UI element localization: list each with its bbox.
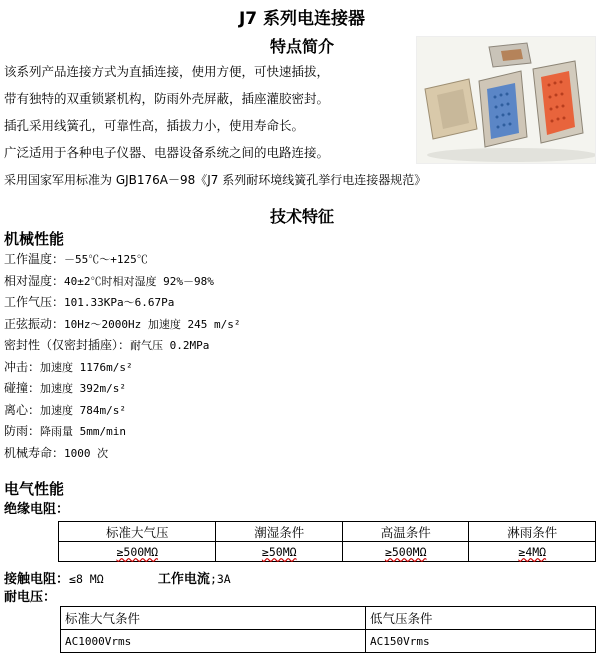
spec-row [4,336,240,358]
table-row [61,630,596,653]
intro-line: 该系列产品连接方式为直插连接，使用方便，可快速插拔， [4,64,330,79]
insulation-label: 绝缘电阻： [4,502,70,517]
table-cell: AC1000Vrms [61,630,366,653]
spec-row [4,293,240,315]
spec-value: 101.33KPa～6.67Pa [64,296,175,309]
spec-row [4,379,240,401]
page-title: J7 系列电连接器 [238,9,366,29]
spec-value: 10Hz～2000Hz 加速度 245 m/s² [64,317,241,331]
cell-value: ≥500MΩ [116,544,159,559]
spec-label: 防雨： [4,424,41,438]
mechanical-heading: 机械性能 [4,230,65,248]
table-cell [216,542,343,562]
table-header-cell: 淋雨条件 [469,522,596,542]
intro-line: 插孔采用线簧孔，可靠性高，插拔力小，使用寿命长。 [4,118,305,133]
table-header-cell: 潮湿条件 [216,522,343,542]
spec-label: 机械寿命： [4,445,65,460]
spec-label: 相对湿度： [4,273,65,288]
spec-row [4,250,240,272]
cell-value: ≥4MΩ [518,544,547,559]
spec-value: 加速度 392m/s² [40,382,126,395]
spec-value: 1000 次 [64,446,109,460]
table-header-cell: 低气压条件 [366,607,596,630]
spec-row [4,358,240,380]
intro-line: 带有独特的双重锁紧机构，防雨外壳屏蔽，插座灌胶密封。 [4,91,330,106]
spec-row [4,272,240,294]
table-row [59,542,596,562]
table-header-cell: 高温条件 [342,522,469,542]
spec-label: 工作温度： [4,252,65,266]
spec-label: 离心： [4,402,41,417]
table-cell: AC150Vrms [366,630,596,653]
connector-illustration [417,37,595,163]
spec-label: 工作气压： [4,295,65,309]
working-current-value: ;3A [209,572,231,586]
spec-row [4,422,240,444]
intro-line: 采用国家军用标准为 GJB176A－98《J7 系列耐环境线簧孔挙行电连接器规范》 [4,173,427,187]
spec-label: 密封性（仅密封插座）： [4,338,131,352]
spec-value: 加速度 1176m/s² [40,360,133,374]
table-header-cell: 标准大气条件 [61,607,366,630]
table-header-row [61,607,596,630]
table-cell [59,542,216,562]
spec-row [4,444,240,466]
connector-product-photo [416,36,596,164]
withstand-voltage-label: 耐电压： [4,590,57,605]
contact-resistance-value: ≤8 MΩ [69,572,104,586]
tech-heading: 技术特征 [269,207,334,226]
spec-value: －55℃～+125℃ [64,253,148,266]
spec-row [4,315,240,337]
contact-current-line [4,568,231,587]
intro-heading: 特点简介 [269,37,334,56]
contact-resistance-label: 接触电阻： [4,572,70,587]
table-cell [342,542,469,562]
table-cell [469,542,596,562]
cell-value: ≥500MΩ [384,544,427,559]
spec-value: 加速度 784m/s² [40,403,126,417]
withstand-voltage-table [60,606,596,653]
table-header-row [59,522,596,542]
spec-value: 40±2℃时相对湿度 92%－98% [64,274,214,288]
spec-value: 降雨量 5mm/min [40,425,126,438]
insulation-table [58,521,596,562]
spec-row [4,401,240,423]
intro-line: 广泛适用于各种电子仪器、电器设备系统之间的电路连接。 [4,145,330,160]
spec-label: 冲击： [4,359,41,374]
intro-text [4,62,427,197]
mechanical-spec-list [4,250,240,465]
working-current-label: 工作电流 [157,572,210,587]
cell-value: ≥50MΩ [261,544,297,559]
spec-label: 正弦振动： [4,316,65,331]
electrical-heading: 电气性能 [4,480,65,498]
table-header-cell: 标准大气压 [59,522,216,542]
spec-label: 碰撞： [4,381,41,395]
spec-value: 耐气压 0.2MPa [130,339,210,352]
